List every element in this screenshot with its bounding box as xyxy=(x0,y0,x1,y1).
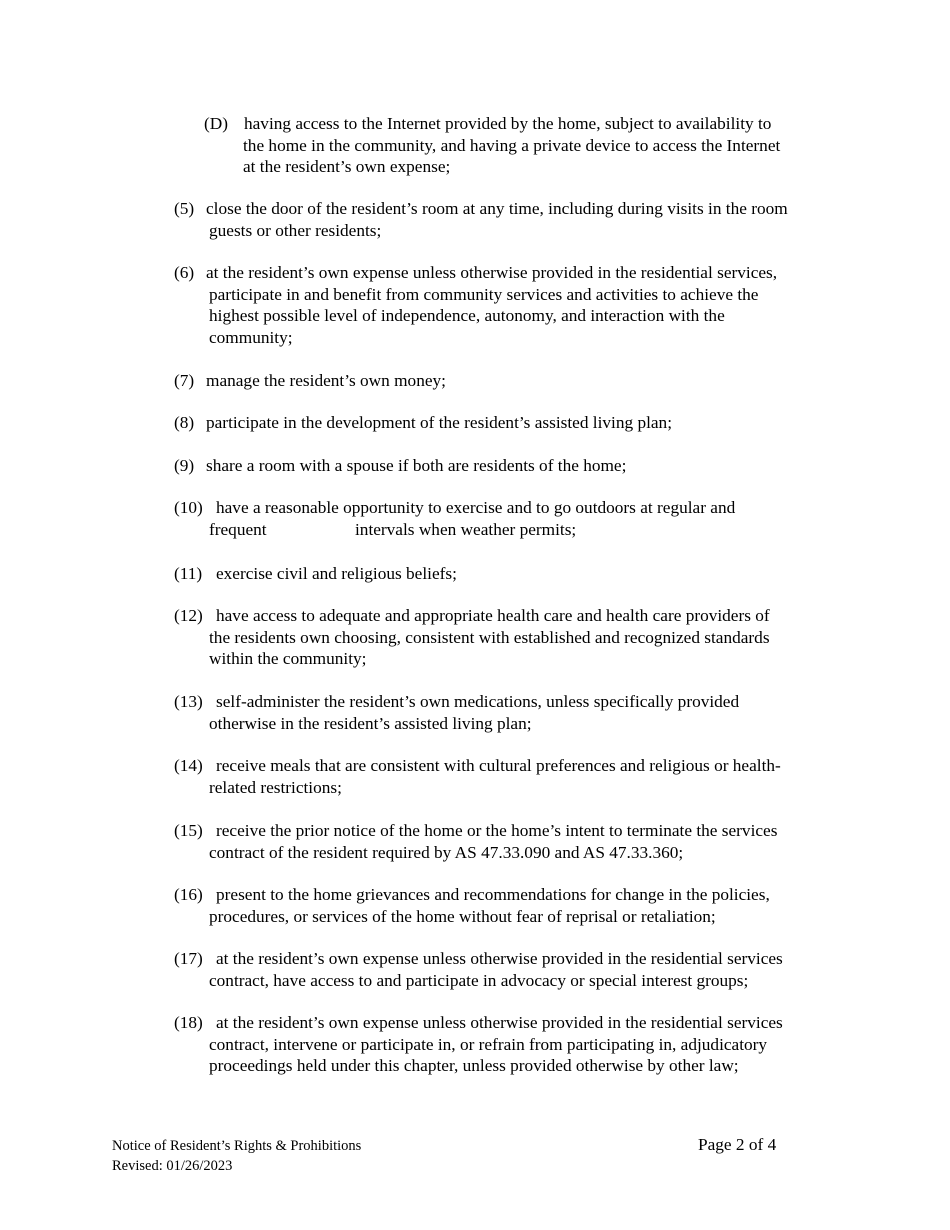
item-number: (14) xyxy=(174,756,203,775)
item-text: guests or other residents; xyxy=(209,220,382,240)
item-number: (13) xyxy=(174,692,203,711)
item-text: manage the resident’s own money; xyxy=(206,371,446,390)
list-item-16 xyxy=(174,884,770,927)
item-text: share a room with a spouse if both are residents of the home; xyxy=(206,456,627,475)
list-item-d xyxy=(204,113,780,178)
item-number: (12) xyxy=(174,606,203,625)
item-text: exercise civil and religious beliefs; xyxy=(216,564,457,583)
item-number: (16) xyxy=(174,885,203,904)
item-text: frequent xyxy=(209,519,267,539)
item-text: community; xyxy=(209,327,293,347)
item-number: (10) xyxy=(174,498,203,517)
footer-revised-date: Revised: 01/26/2023 xyxy=(112,1158,233,1174)
item-text: the residents own choosing, consistent with established and recognized standards xyxy=(209,627,770,647)
item-text: present to the home grievances and recommendations for change in the policies, xyxy=(216,885,770,904)
item-text: procedures, or services of the home without fear of reprisal or retaliation; xyxy=(209,906,716,926)
list-item-8 xyxy=(174,412,672,434)
item-text: at the resident’s own expense unless otherwise provided in the residential services, xyxy=(206,263,778,282)
item-number: (15) xyxy=(174,821,203,840)
item-text: contract, intervene or participate in, or refrain from participating in, adjudicatory xyxy=(209,1034,768,1054)
item-number: (18) xyxy=(174,1013,203,1032)
item-number: (8) xyxy=(174,413,195,432)
item-number: (7) xyxy=(174,371,195,390)
list-item-5 xyxy=(174,198,788,241)
list-item-9 xyxy=(174,455,626,477)
item-number: (11) xyxy=(174,564,203,583)
page-number: Page 2 of 4 xyxy=(698,1135,777,1154)
item-text: self-administer the resident’s own medications, unless specifically provided xyxy=(216,692,740,711)
list-item-7 xyxy=(174,370,446,392)
item-text: related restrictions; xyxy=(209,777,342,797)
item-text: the home in the community, and having a private device to access the Internet xyxy=(243,135,781,155)
item-text: receive meals that are consistent with cultural preferences and religious or health- xyxy=(216,756,781,775)
item-text: receive the prior notice of the home or the home’s intent to terminate the services xyxy=(216,821,778,840)
item-text: highest possible level of independence, autonomy, and interaction with the xyxy=(209,306,725,326)
item-text: at the resident’s own expense; xyxy=(243,157,451,177)
item-text: participate in and benefit from community services and activities to achieve the xyxy=(209,284,759,304)
item-number: (9) xyxy=(174,456,195,475)
item-text: contract of the resident required by AS 47.33.090 and AS 47.33.360; xyxy=(209,842,684,862)
list-item-18 xyxy=(174,1012,783,1077)
item-text: contract, have access to and participate in advocacy or special interest groups; xyxy=(209,970,749,990)
item-text: within the community; xyxy=(209,649,367,669)
list-item-14 xyxy=(174,755,781,798)
item-text: at the resident’s own expense unless otherwise provided in the residential services xyxy=(216,949,783,968)
item-text: have access to adequate and appropriate health care and health care providers of xyxy=(216,606,770,625)
item-number: (5) xyxy=(174,199,195,218)
item-text: having access to the Internet provided by the home, subject to availability to xyxy=(244,114,772,133)
item-number: (17) xyxy=(174,949,203,968)
item-number: (D) xyxy=(204,114,228,133)
list-item-11 xyxy=(174,563,457,585)
item-number: (6) xyxy=(174,263,195,282)
item-text: close the door of the resident’s room at any time, including during visits in the room xyxy=(206,199,788,218)
list-item-10 xyxy=(174,497,735,540)
item-text: have a reasonable opportunity to exercise and to go outdoors at regular and xyxy=(216,498,736,517)
item-text: participate in the development of the resident’s assisted living plan; xyxy=(206,413,672,432)
item-text: otherwise in the resident’s assisted living plan; xyxy=(209,713,532,733)
list-item-13 xyxy=(174,691,739,734)
footer-title: Notice of Resident’s Rights & Prohibitions xyxy=(112,1138,362,1154)
item-text: proceedings held under this chapter, unless provided otherwise by other law; xyxy=(209,1056,739,1076)
list-item-12 xyxy=(174,605,770,670)
footer-document-info xyxy=(112,1136,361,1176)
item-text: intervals when weather permits; xyxy=(355,519,577,539)
list-item-15 xyxy=(174,820,777,863)
item-text: at the resident’s own expense unless otherwise provided in the residential services xyxy=(216,1013,783,1032)
list-item-6 xyxy=(174,262,777,348)
list-item-17 xyxy=(174,948,783,991)
